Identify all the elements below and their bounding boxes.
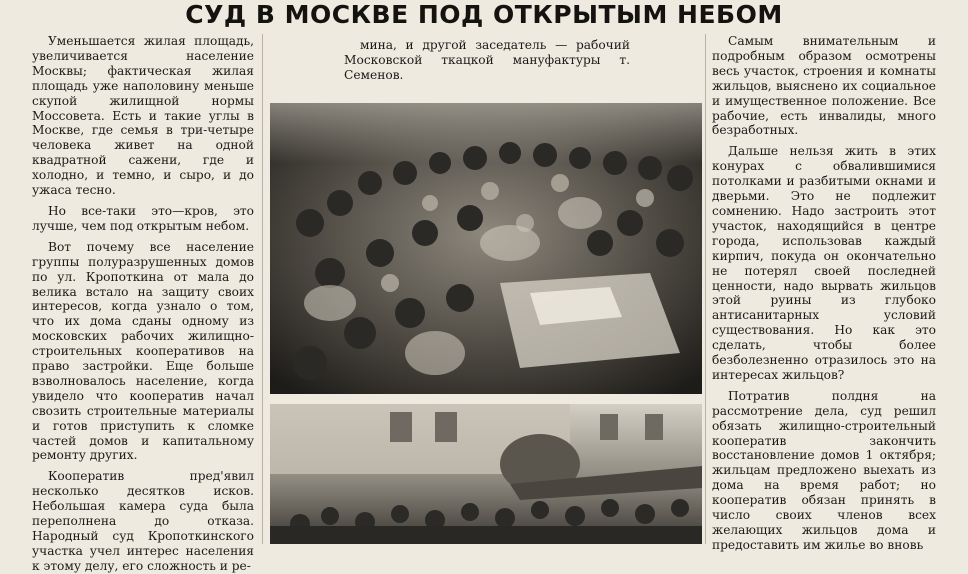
headline: СУД В МОСКВЕ ПОД ОТКРЫТЫМ НЕБОМ	[185, 0, 783, 29]
article-column-1	[32, 34, 254, 574]
paragraph: Вот почему все население группы полуразрушенных домов по ул. Кропоткина от мала до велика встало на защиту своих интересов, когда узнало о том, что их дома сданы одному из московских рабочих жилищно-строительных кооперативов на право застройки. Еще больше взволновалось население, когда увидело что кооператив начал свозить строительные материалы и готов приступить к сломке частей домов и капитальному ремонту других.	[32, 239, 254, 463]
paragraph: Кооператив пред'явил несколько десятков исков. Небольшая камера суда была переполнена до отказа. Народный суд Кропоткинского участка учел интерес населения к этому делу, его сложность и ре-	[32, 469, 254, 573]
paragraph: мина, и другой заседатель — рабочий Московской ткацкой мануфактуры т. Семенов.	[344, 38, 630, 82]
paragraph: Но все-таки это—кров, это лучше, чем под открытым небом.	[32, 203, 254, 233]
courtyard-photo-image	[270, 404, 702, 544]
article-column-2	[344, 38, 630, 83]
column-rule	[705, 34, 706, 544]
paragraph: Потратив полдня на рассмотрение дела, суд решил обязать жилищно-строительный кооператив закончить восстановление домов 1 октября; жильцам предложено выехать из дома на время работ; но кооператив обязан принять в число своих членов всех желающих жильцов дома и предоставить им жилье во вновь	[712, 388, 936, 552]
paragraph: Дальше нельзя жить в этих конурах с обвалившимися потолками и разбитыми окнами и дверьми. Это не подлежит сомнению. Надо застроить этот участок, находящийся в центре города, использовав каждый кирпич, покуда он окончательно не потерял своей последней ценности, надо вырвать жильцов этой руины из глубоко антисанитарных условий существования. Но как это сделать, чтобы более безболезненно отразилось это на интересах жильцов?	[712, 144, 936, 382]
paragraph: Самым внимательным и подробным образом осмотрены весь участок, строения и комнаты жильцов, выяснено их социальное и имущественное положение. Все рабочие, есть инвалиды, много безработных.	[712, 34, 936, 138]
article-column-3	[712, 34, 936, 553]
column-rule	[262, 34, 263, 544]
courtyard-photo	[270, 404, 702, 544]
paragraph: Уменьшается жилая площадь, увеличивается население Москвы; фактическая жилая площадь уже наполовину меньше скупой жилищной нормы Моссовета. Есть и такие углы в Москве, где семья в три-четыре человека живет на одной квадратной сажени, где и холодно, и темно, и сыро, и до ужаса тесно.	[32, 34, 254, 198]
court-crowd-photo	[270, 103, 702, 394]
court-crowd-photo-image	[270, 103, 702, 394]
